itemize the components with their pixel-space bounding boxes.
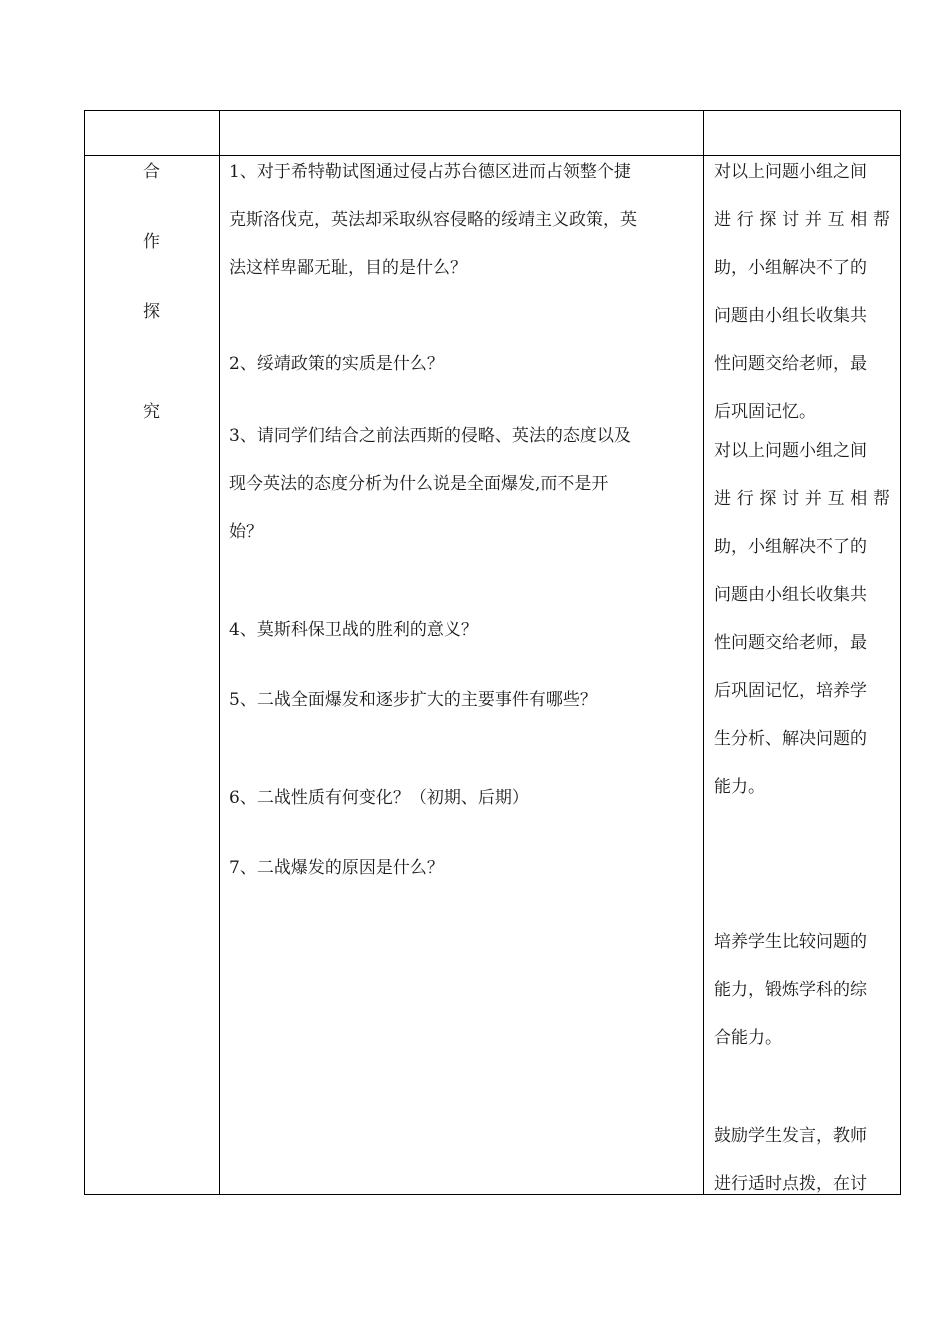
question-line: 6、二战性质有何变化？（初期、后期） xyxy=(229,788,529,808)
column-divider xyxy=(219,111,220,1194)
stage-char: 究 xyxy=(143,402,160,422)
question-line: 1、对于希特勒试图通过侵占苏台德区进而占领整个捷 xyxy=(229,162,631,182)
intent-line: 生分析、解决问题的 xyxy=(714,729,867,749)
question-line: 3、请同学们结合之前法西斯的侵略、英法的态度以及 xyxy=(229,426,631,446)
intent-line: 培养学生比较问题的 xyxy=(714,932,867,952)
intent-line: 能力，锻炼学科的综 xyxy=(714,980,867,1000)
stage-char: 作 xyxy=(143,232,160,252)
question-line: 现今英法的态度分析为什么说是全面爆发,而不是开 xyxy=(229,474,609,494)
question-line: 法这样卑鄙无耻，目的是什么？ xyxy=(229,258,467,278)
intent-line: 问题由小组长收集共 xyxy=(714,306,867,326)
question-line: 7、二战爆发的原因是什么？ xyxy=(229,858,444,878)
column-divider xyxy=(703,111,704,1194)
stage-char: 探 xyxy=(143,302,160,322)
intent-line: 合能力。 xyxy=(714,1028,782,1048)
intent-line: 助，小组解决不了的 xyxy=(714,258,867,278)
intent-line: 性问题交给老师，最 xyxy=(714,354,867,374)
question-line: 2、绥靖政策的实质是什么？ xyxy=(229,354,444,374)
intent-line: 后巩固记忆。 xyxy=(714,402,816,422)
intent-line: 对以上问题小组之间 xyxy=(714,441,867,461)
intent-line: 助，小组解决不了的 xyxy=(714,537,867,557)
intent-line: 问题由小组长收集共 xyxy=(714,585,867,605)
intent-line: 对以上问题小组之间 xyxy=(714,162,867,182)
intent-line: 后巩固记忆，培养学 xyxy=(714,681,867,701)
intent-line: 鼓励学生发言，教师 xyxy=(714,1126,867,1146)
question-line: 克斯洛伐克，英法却采取纵容侵略的绥靖主义政策，英 xyxy=(229,210,637,230)
intent-line: 进行适时点拨，在讨 xyxy=(714,1174,867,1194)
intent-line: 性问题交给老师，最 xyxy=(714,633,867,653)
intent-line: 能力。 xyxy=(714,777,765,797)
row-divider xyxy=(85,155,900,156)
question-line: 始？ xyxy=(229,522,263,542)
intent-line: 进行探讨并互相帮 xyxy=(714,489,890,509)
question-line: 5、二战全面爆发和逐步扩大的主要事件有哪些？ xyxy=(229,690,597,710)
stage-char: 合 xyxy=(143,162,160,182)
question-line: 4、莫斯科保卫战的胜利的意义？ xyxy=(229,620,478,640)
intent-line: 进行探讨并互相帮 xyxy=(714,210,890,230)
